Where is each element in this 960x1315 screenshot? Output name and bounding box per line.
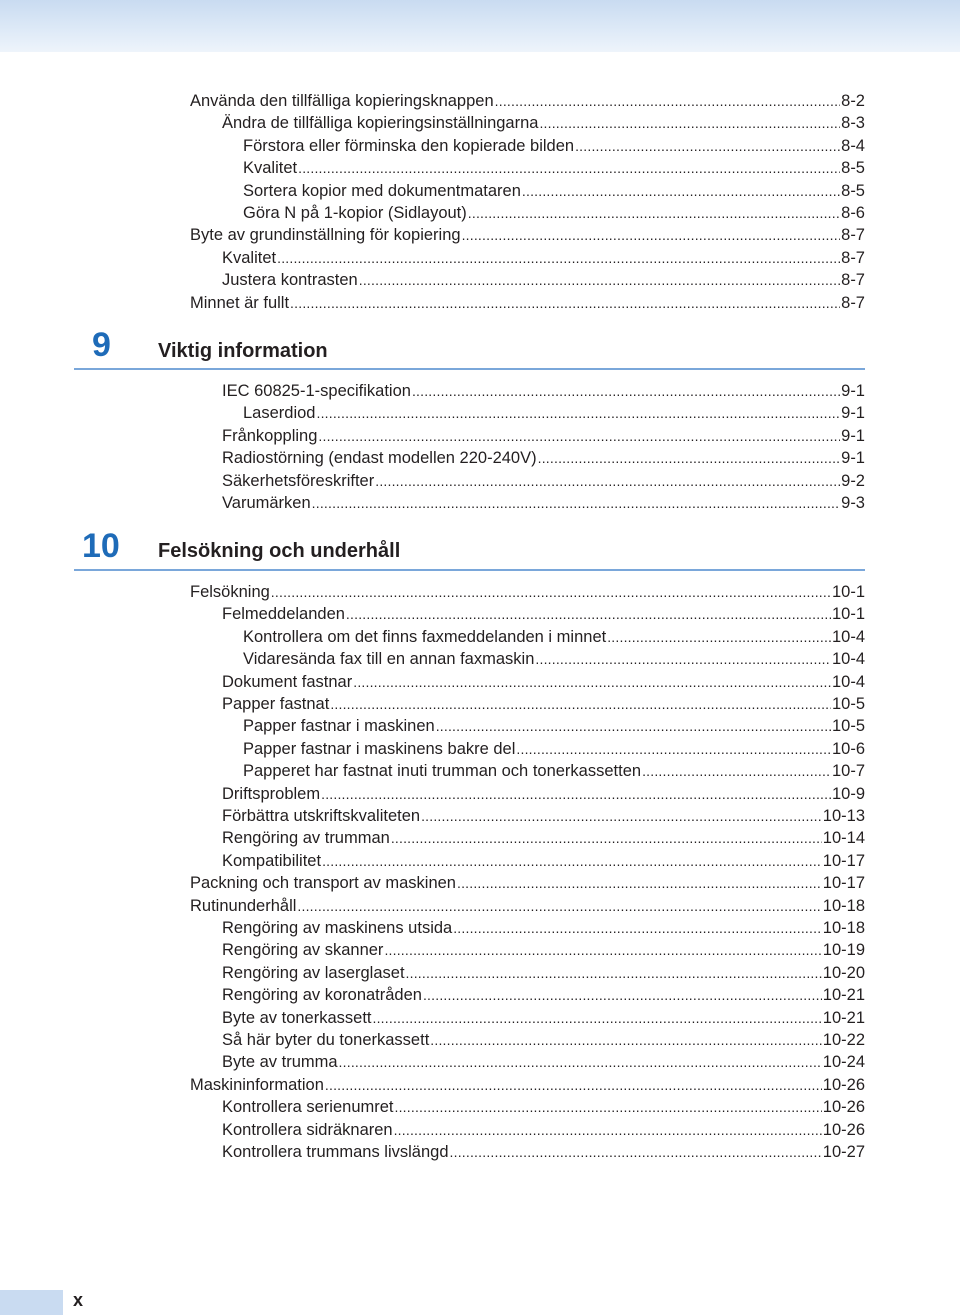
toc-entry-title: Kompatibilitet bbox=[222, 851, 322, 870]
dot-leader bbox=[321, 783, 831, 805]
toc-entry-page: 10-21 bbox=[822, 986, 865, 1005]
dot-leader bbox=[322, 850, 822, 872]
toc-entry-page: 8-7 bbox=[841, 271, 865, 290]
dot-leader bbox=[423, 984, 822, 1006]
dot-leader bbox=[373, 1007, 822, 1029]
toc-entry[interactable] bbox=[222, 112, 865, 134]
toc-entry-title: Rengöring av koronatråden bbox=[222, 986, 422, 1005]
toc-entry-title: Rengöring av trumman bbox=[222, 829, 390, 848]
toc-entry-title: Rengöring av skanner bbox=[222, 941, 384, 960]
dot-leader bbox=[412, 380, 840, 402]
toc-entry-title: Förstora eller förminska den kopierade bilden bbox=[243, 136, 575, 155]
dot-leader bbox=[450, 1141, 822, 1163]
toc-entry-title: Packning och transport av maskinen bbox=[190, 874, 456, 893]
dot-leader bbox=[290, 292, 840, 314]
page-number: x bbox=[73, 1290, 84, 1310]
dot-leader bbox=[375, 470, 840, 492]
toc-entry-page: 10-24 bbox=[822, 1053, 865, 1072]
chapter-number: 10 bbox=[82, 527, 120, 565]
dot-leader bbox=[457, 872, 822, 894]
toc-entry[interactable] bbox=[222, 850, 865, 872]
chapter-number: 9 bbox=[92, 326, 111, 364]
toc-entry-page: 9-1 bbox=[841, 426, 865, 445]
toc-entry-title: Göra N på 1-kopior (Sidlayout) bbox=[243, 204, 467, 222]
dot-leader bbox=[391, 827, 822, 849]
chapter-rule bbox=[74, 569, 865, 571]
toc-entry-page: 10-1 bbox=[831, 605, 865, 624]
dot-leader bbox=[395, 1096, 822, 1118]
toc-entry-page: 10-4 bbox=[831, 650, 865, 669]
toc-entry-title: Kontrollera om det finns faxmeddelanden i minnet bbox=[243, 627, 607, 646]
toc-entry[interactable] bbox=[190, 224, 865, 246]
toc-entry-page: 10-14 bbox=[822, 829, 865, 848]
toc-entry-page: 9-3 bbox=[841, 494, 865, 512]
dot-leader bbox=[312, 492, 840, 514]
toc-entry-title: Vidaresända fax till en annan faxmaskin bbox=[243, 650, 535, 669]
toc-entry[interactable] bbox=[190, 292, 865, 314]
toc-entry-page: 8-6 bbox=[841, 204, 865, 222]
toc-entry-title: Byte av tonerkassett bbox=[222, 1008, 372, 1027]
dot-leader bbox=[421, 805, 822, 827]
toc-entry-title: Kvalitet bbox=[222, 248, 277, 267]
dot-leader bbox=[539, 112, 840, 134]
toc-entry-title: Kontrollera trummans livslängd bbox=[222, 1143, 449, 1161]
dot-leader bbox=[394, 1119, 822, 1141]
dot-leader bbox=[535, 648, 831, 670]
dot-leader bbox=[462, 224, 841, 246]
toc-entry[interactable] bbox=[222, 1141, 865, 1163]
dot-leader bbox=[339, 1051, 822, 1073]
toc-entry-title: Rengöring av laserglaset bbox=[222, 963, 405, 982]
toc-entry-title: Säkerhetsföreskrifter bbox=[222, 471, 375, 490]
toc-entry-title: Frånkoppling bbox=[222, 426, 318, 445]
toc-entry-title: Radiostörning (endast modellen 220-240V) bbox=[222, 449, 537, 468]
dot-leader bbox=[346, 603, 831, 625]
toc-entry-page: 9-1 bbox=[841, 404, 865, 423]
toc-entry[interactable] bbox=[243, 402, 865, 424]
dot-leader bbox=[468, 202, 840, 224]
toc-entry-title: Rutinunderhåll bbox=[190, 896, 297, 915]
toc-entry[interactable] bbox=[222, 693, 865, 715]
toc-entry-title: IEC 60825-1-specifikation bbox=[222, 382, 411, 400]
toc-entry[interactable] bbox=[222, 1119, 865, 1141]
dot-leader bbox=[316, 402, 840, 424]
toc-entry[interactable] bbox=[243, 135, 865, 157]
toc-entry-page: 8-5 bbox=[841, 159, 865, 178]
toc-entry-title: Papper fastnar i maskinens bakre del bbox=[243, 739, 516, 758]
chapter-title: Viktig information bbox=[158, 340, 328, 362]
toc-entry-page: 10-13 bbox=[822, 807, 865, 825]
toc-entry-title: Papperet har fastnat inuti trumman och tonerkassetten bbox=[243, 762, 642, 781]
toc-entry-page: 8-7 bbox=[841, 293, 865, 312]
toc-entry[interactable] bbox=[222, 447, 865, 469]
dot-leader bbox=[538, 447, 841, 469]
dot-leader bbox=[516, 738, 831, 760]
toc-entry[interactable] bbox=[222, 984, 865, 1006]
chapter-title: Felsökning och underhåll bbox=[158, 540, 401, 562]
toc-entry-page: 10-7 bbox=[831, 762, 865, 781]
dot-leader bbox=[325, 1074, 822, 1096]
dot-leader bbox=[297, 895, 821, 917]
toc-entry-page: 10-26 bbox=[822, 1075, 865, 1094]
toc-entry[interactable] bbox=[243, 738, 865, 760]
dot-leader bbox=[353, 671, 831, 693]
toc-entry-title: Minnet är fullt bbox=[190, 293, 290, 312]
toc-entry[interactable] bbox=[222, 939, 865, 961]
toc-entry-page: 10-5 bbox=[831, 695, 865, 713]
toc-entry[interactable] bbox=[222, 380, 865, 402]
dot-leader bbox=[642, 760, 831, 782]
toc-entry-title: Kontrollera serienumret bbox=[222, 1098, 394, 1117]
toc-entry[interactable] bbox=[243, 626, 865, 648]
toc-entry-title: Byte av trumma bbox=[222, 1053, 338, 1072]
toc-entry-title: Maskininformation bbox=[190, 1075, 324, 1094]
dot-leader bbox=[430, 1029, 822, 1051]
toc-entry[interactable] bbox=[190, 581, 865, 603]
toc-entry[interactable] bbox=[222, 603, 865, 625]
dot-leader bbox=[384, 939, 821, 961]
toc-entry[interactable] bbox=[222, 783, 865, 805]
toc-entry[interactable] bbox=[243, 715, 865, 737]
toc-entry[interactable] bbox=[222, 671, 865, 693]
toc-entry[interactable] bbox=[222, 269, 865, 291]
dot-leader bbox=[330, 693, 831, 715]
toc-entry-page: 10-21 bbox=[822, 1008, 865, 1027]
toc-entry-page: 10-18 bbox=[822, 896, 865, 915]
toc-entry-title: Felsökning bbox=[190, 583, 270, 601]
toc-entry-title: Papper fastnat bbox=[222, 695, 330, 713]
toc-entry[interactable] bbox=[222, 917, 865, 939]
toc-entry-page: 10-19 bbox=[822, 941, 865, 960]
toc-entry-page: 10-26 bbox=[822, 1120, 865, 1139]
dot-leader bbox=[575, 135, 840, 157]
toc-entry-page: 10-17 bbox=[822, 874, 865, 893]
dot-leader bbox=[318, 425, 840, 447]
toc-entry[interactable] bbox=[243, 157, 865, 179]
toc-entry-title: Laserdiod bbox=[243, 404, 316, 423]
toc-entry[interactable] bbox=[222, 1007, 865, 1029]
toc-entry[interactable] bbox=[222, 470, 865, 492]
toc-entry-title: Använda den tillfälliga kopieringsknappen bbox=[190, 92, 494, 110]
toc-entry[interactable] bbox=[243, 760, 865, 782]
toc-entry-page: 8-5 bbox=[841, 181, 865, 200]
toc-entry-title: Justera kontrasten bbox=[222, 271, 358, 290]
dot-leader bbox=[453, 917, 822, 939]
toc-entry-title: Kvalitet bbox=[243, 159, 298, 178]
toc-entry-page: 8-4 bbox=[841, 136, 865, 155]
toc-entry-title: Byte av grundinställning för kopiering bbox=[190, 226, 461, 245]
toc-entry[interactable] bbox=[243, 180, 865, 202]
dot-leader bbox=[406, 962, 822, 984]
toc-entry[interactable] bbox=[190, 90, 865, 112]
footer-tab bbox=[0, 1290, 63, 1315]
toc-entry-title: Sortera kopior med dokumentmataren bbox=[243, 181, 521, 200]
toc-entry-title: Förbättra utskriftskvaliteten bbox=[222, 807, 421, 825]
dot-leader bbox=[607, 626, 831, 648]
toc-entry-page: 10-4 bbox=[831, 627, 865, 646]
toc-entry[interactable] bbox=[222, 247, 865, 269]
toc-entry-title: Ändra de tillfälliga kopieringsinställningarna bbox=[222, 114, 539, 133]
chapter-rule bbox=[74, 368, 865, 370]
toc-entry-page: 10-1 bbox=[831, 583, 865, 601]
toc-entry[interactable] bbox=[243, 202, 865, 224]
toc-entry-page: 8-3 bbox=[841, 114, 865, 133]
toc-entry[interactable] bbox=[222, 1096, 865, 1118]
toc-entry-page: 8-7 bbox=[841, 248, 865, 267]
toc-entry[interactable] bbox=[222, 492, 865, 514]
toc-entry-title: Varumärken bbox=[222, 494, 311, 512]
toc-entry[interactable] bbox=[222, 827, 865, 849]
toc-entry[interactable] bbox=[222, 962, 865, 984]
dot-leader bbox=[359, 269, 840, 291]
toc-entry-page: 10-9 bbox=[831, 784, 865, 803]
dot-leader bbox=[277, 247, 840, 269]
toc-entry-page: 10-5 bbox=[831, 717, 865, 736]
toc-entry-title: Papper fastnar i maskinen bbox=[243, 717, 435, 736]
toc-entry-page: 10-26 bbox=[822, 1098, 865, 1117]
toc-entry-title: Rengöring av maskinens utsida bbox=[222, 919, 453, 937]
toc-entry[interactable] bbox=[222, 1051, 865, 1073]
toc-entry-page: 10-6 bbox=[831, 739, 865, 758]
toc-entry-page: 10-4 bbox=[831, 672, 865, 691]
toc-entry[interactable] bbox=[222, 425, 865, 447]
toc-entry-title: Felmeddelanden bbox=[222, 605, 345, 624]
dot-leader bbox=[522, 180, 840, 202]
toc-entry-title: Kontrollera sidräknaren bbox=[222, 1120, 393, 1139]
toc-entry[interactable] bbox=[190, 1074, 865, 1096]
toc-entry-page: 10-18 bbox=[822, 919, 865, 937]
toc-entry-page: 10-17 bbox=[822, 851, 865, 870]
toc-entry-page: 9-1 bbox=[841, 382, 865, 400]
toc-entry[interactable] bbox=[190, 895, 865, 917]
toc-entry-page: 9-1 bbox=[841, 449, 865, 468]
toc-entry-page: 8-7 bbox=[841, 226, 865, 245]
dot-leader bbox=[495, 90, 841, 112]
toc-entry-page: 10-20 bbox=[822, 963, 865, 982]
toc-entry-title: Dokument fastnar bbox=[222, 672, 353, 691]
toc-entry[interactable] bbox=[190, 872, 865, 894]
toc-entry-page: 10-22 bbox=[822, 1031, 865, 1049]
dot-leader bbox=[298, 157, 840, 179]
dot-leader bbox=[271, 581, 831, 603]
toc-entry-page: 8-2 bbox=[841, 92, 865, 110]
toc-entry-title: Så här byter du tonerkassett bbox=[222, 1031, 430, 1049]
toc-entry[interactable] bbox=[222, 1029, 865, 1051]
header-band bbox=[0, 0, 960, 52]
toc-entry[interactable] bbox=[222, 805, 865, 827]
toc-entry-page: 10-27 bbox=[822, 1143, 865, 1161]
toc-entry[interactable] bbox=[243, 648, 865, 670]
toc-entry-page: 9-2 bbox=[841, 471, 865, 490]
dot-leader bbox=[436, 715, 831, 737]
toc-entry-title: Driftsproblem bbox=[222, 784, 321, 803]
